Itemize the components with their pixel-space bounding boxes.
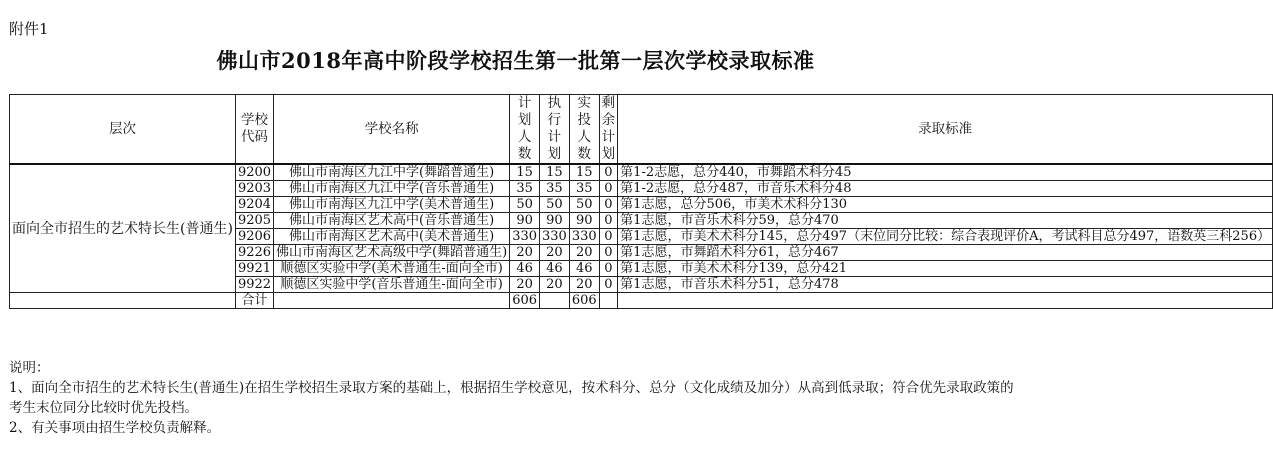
code-cell: 9921 [235, 261, 273, 277]
criteria-cell: 第1-2志愿，总分440，市舞蹈术科分45 [618, 164, 1273, 181]
name-cell: 佛山市南海区艺术高中(美术普通生) [274, 229, 510, 245]
remain-cell: 0 [599, 164, 618, 181]
criteria-cell: 第1志愿，市美术术科分145，总分497（末位同分比较：综合表现评价A，考试科目总分497，语数英三科256） [618, 229, 1273, 245]
header-plan: 计划人数 [510, 95, 540, 165]
remain-cell: 0 [599, 229, 618, 245]
code-cell: 9205 [235, 213, 273, 229]
exec-cell: 50 [540, 197, 570, 213]
remain-cell: 0 [599, 181, 618, 197]
remain-cell: 0 [599, 277, 618, 293]
header-code: 学校代码 [235, 95, 273, 165]
attachment-label: 附件1 [9, 20, 49, 38]
total-empty-cell [599, 293, 618, 309]
plan-cell: 15 [510, 164, 540, 181]
plan-cell: 330 [510, 229, 540, 245]
actual-cell: 46 [569, 261, 599, 277]
remain-cell: 0 [599, 261, 618, 277]
plan-cell: 46 [510, 261, 540, 277]
notes-section [9, 358, 1019, 438]
code-cell: 9226 [235, 245, 273, 261]
notes-heading: 说明： [9, 360, 50, 376]
total-empty-cell [274, 293, 510, 309]
remain-cell: 0 [599, 213, 618, 229]
plan-cell: 50 [510, 197, 540, 213]
total-empty-cell [618, 293, 1273, 309]
header-criteria: 录取标准 [618, 95, 1273, 165]
actual-cell: 50 [569, 197, 599, 213]
exec-cell: 20 [540, 277, 570, 293]
note-item: 2、有关事项由招生学校负责解释。 [9, 420, 221, 436]
remain-cell: 0 [599, 245, 618, 261]
table-row [10, 164, 1273, 181]
actual-cell: 20 [569, 245, 599, 261]
code-cell: 9203 [235, 181, 273, 197]
exec-cell: 330 [540, 229, 570, 245]
plan-cell: 20 [510, 245, 540, 261]
total-actual: 606 [569, 293, 599, 309]
header-name: 学校名称 [274, 95, 510, 165]
exec-cell: 20 [540, 245, 570, 261]
note-item: 1、面向全市招生的艺术特长生(普通生)在招生学校招生录取方案的基础上，根据招生学校意见，按术科分、总分（文化成绩及加分）从高到低录取；符合优先录取政策的考生末位同分比较时优先投档。 [9, 380, 1014, 416]
code-cell: 9206 [235, 229, 273, 245]
criteria-cell: 第1志愿，市音乐术科分59，总分470 [618, 213, 1273, 229]
name-cell: 佛山市南海区艺术高级中学(舞蹈普通生) [274, 245, 510, 261]
actual-cell: 15 [569, 164, 599, 181]
name-cell: 佛山市南海区九江中学(美术普通生) [274, 197, 510, 213]
name-cell: 佛山市南海区九江中学(舞蹈普通生) [274, 164, 510, 181]
exec-cell: 46 [540, 261, 570, 277]
criteria-cell: 第1-2志愿，总分487，市音乐术科分48 [618, 181, 1273, 197]
exec-cell: 35 [540, 181, 570, 197]
header-remain: 剩余计划 [599, 95, 618, 165]
actual-cell: 20 [569, 277, 599, 293]
actual-cell: 90 [569, 213, 599, 229]
name-cell: 顺德区实验中学(美术普通生-面向全市) [274, 261, 510, 277]
remain-cell: 0 [599, 197, 618, 213]
code-cell: 9204 [235, 197, 273, 213]
criteria-cell: 第1志愿，市舞蹈术科分61，总分467 [618, 245, 1273, 261]
category-cell: 面向全市招生的艺术特长生(普通生) [10, 164, 236, 293]
plan-cell: 20 [510, 277, 540, 293]
total-empty-cell [10, 293, 236, 309]
name-cell: 顺德区实验中学(音乐普通生-面向全市) [274, 277, 510, 293]
criteria-cell: 第1志愿，市音乐术科分51，总分478 [618, 277, 1273, 293]
exec-cell: 90 [540, 213, 570, 229]
table-header-row [10, 95, 1273, 165]
criteria-cell: 第1志愿，市美术术科分139，总分421 [618, 261, 1273, 277]
exec-cell: 15 [540, 164, 570, 181]
total-plan: 606 [510, 293, 540, 309]
name-cell: 佛山市南海区九江中学(音乐普通生) [274, 181, 510, 197]
plan-cell: 35 [510, 181, 540, 197]
criteria-cell: 第1志愿，总分506，市美术术科分130 [618, 197, 1273, 213]
header-actual: 实投人数 [569, 95, 599, 165]
header-level: 层次 [10, 95, 236, 165]
total-label: 合计 [235, 293, 273, 309]
total-empty-cell [540, 293, 570, 309]
actual-cell: 35 [569, 181, 599, 197]
plan-cell: 90 [510, 213, 540, 229]
admission-table [9, 94, 1273, 309]
code-cell: 9922 [235, 277, 273, 293]
header-exec: 执行计划 [540, 95, 570, 165]
actual-cell: 330 [569, 229, 599, 245]
document-title: 佛山市2018年高中阶段学校招生第一批第一层次学校录取标准 [216, 48, 815, 73]
total-row [10, 293, 1273, 309]
code-cell: 9200 [235, 164, 273, 181]
name-cell: 佛山市南海区艺术高中(音乐普通生) [274, 213, 510, 229]
